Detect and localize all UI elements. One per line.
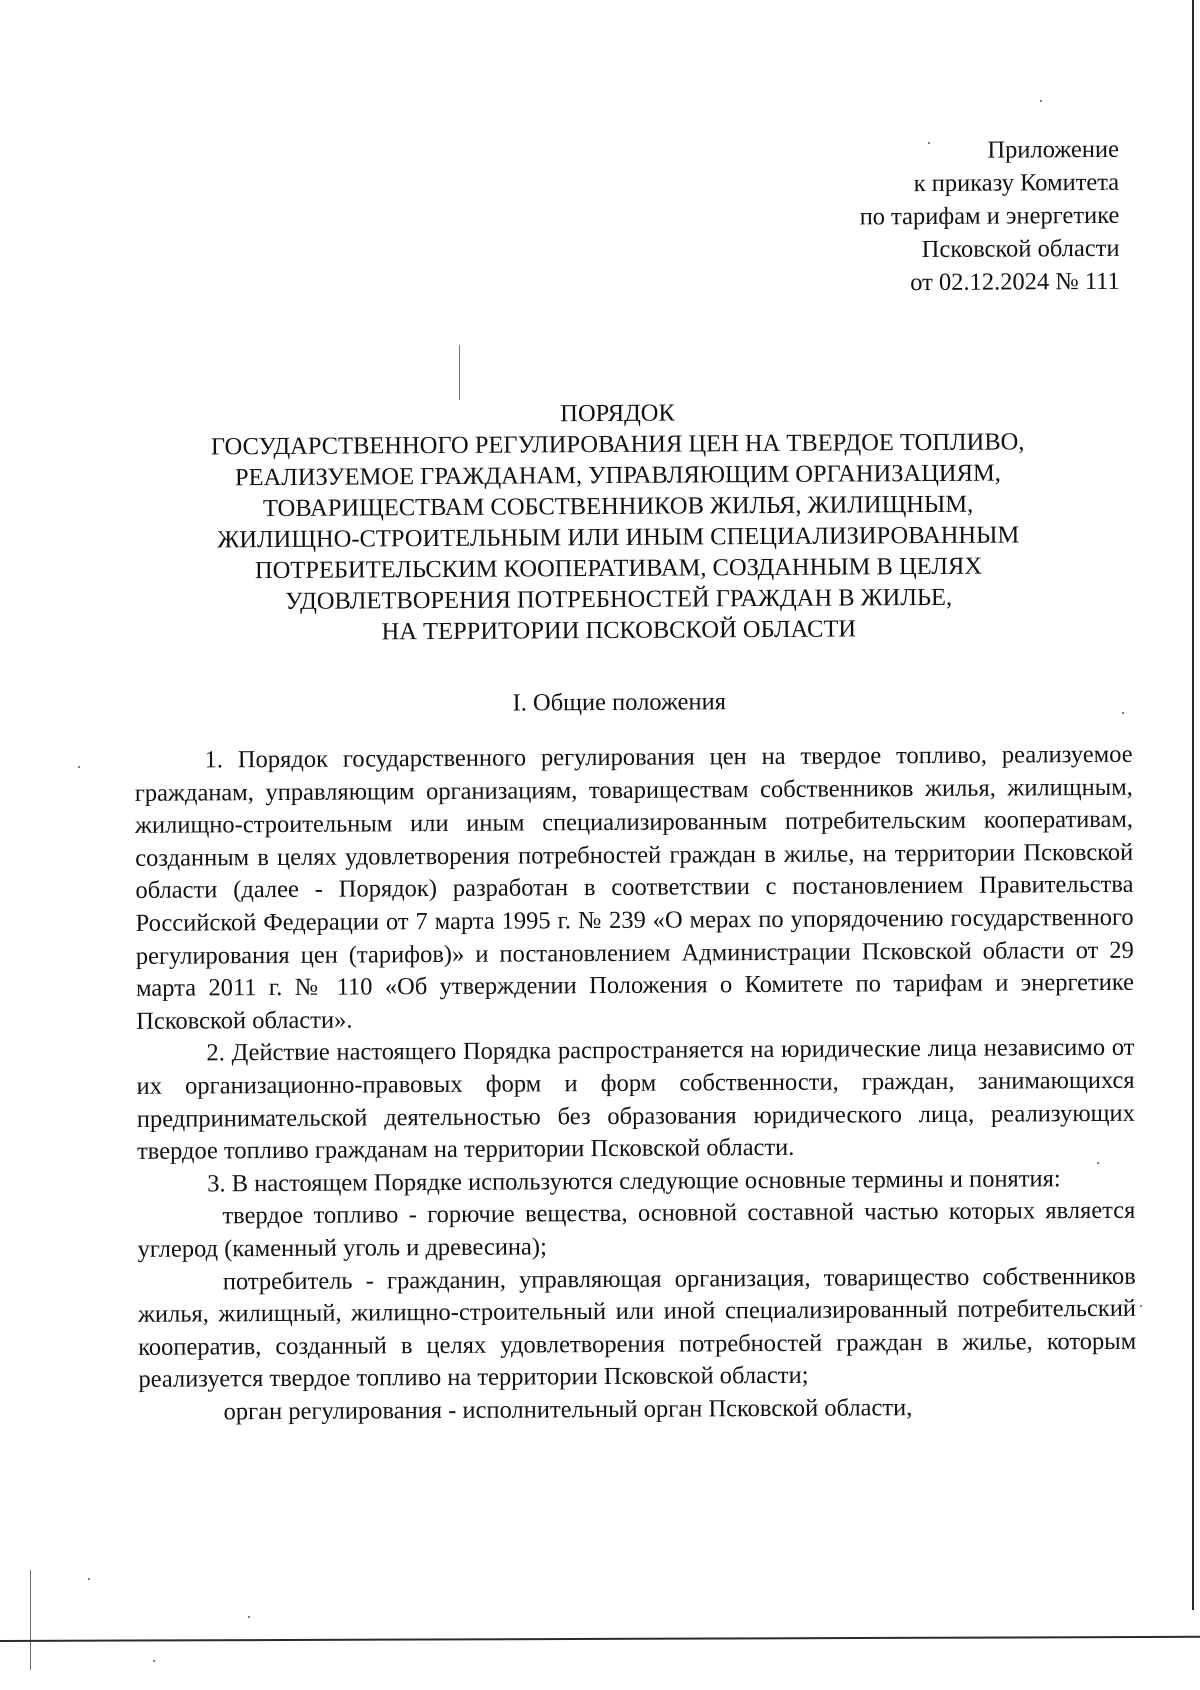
title-line: ГОСУДАРСТВЕННОГО РЕГУЛИРОВАНИЯ ЦЕН НА ТВЕРДОЕ ТОПЛИВО, bbox=[210, 428, 1025, 461]
paragraph: 1. Порядок государственного регулирования цен на твердое топливо, реализуемое гражданам, управляющим организациям, товариществам собственников жилья, жилищным, жилищно-строительным или иным специализированным потребительским кооперативам, созданным в целях удовлетворения потребностей граждан в жилье, на территории Псковской области (далее - Порядок) разработан в соответствии с постановлением Правительства Российской Федерации от 7 марта 1995 г. № 239 «О мерах по упорядочению государственного регулирования цен (тарифов)» и постановлением Администрации Псковской области от 29 марта 2011 г. № 110 «Об утверждении Положения о Комитете по тарифам и энергетике Псковской области». bbox=[134, 740, 1135, 1035]
term-definition: орган регулирования - исполнительный орган Псковской области, bbox=[223, 1393, 913, 1426]
title-heading: ПОРЯДОК bbox=[560, 399, 675, 428]
title-line: РЕАЛИЗУЕМОЕ ГРАЖДАНАМ, УПРАВЛЯЮЩИМ ОРГАНИЗАЦИЯМ, bbox=[234, 459, 1001, 492]
title-line: УДОВЛЕТВОРЕНИЯ ПОТРЕБНОСТЕЙ ГРАЖДАН В ЖИЛЬЕ, bbox=[285, 583, 953, 615]
appendix-date-number: от 02.12.2024 № 111 bbox=[910, 267, 1120, 297]
title-line: ТОВАРИЩЕСТВАМ СОБСТВЕННИКОВ ЖИЛЬЯ, ЖИЛИЩНЫМ, bbox=[262, 490, 974, 523]
term-definition: твердое топливо - горючие вещества, основной составной частью которых является углерод (каменный уголь и древесина); bbox=[137, 1197, 1136, 1263]
document-body bbox=[135, 739, 1137, 1430]
paragraph: 3. В настоящем Порядке используются следующие основные термины и понятия: bbox=[207, 1164, 1061, 1198]
title-line: ЖИЛИЩНО-СТРОИТЕЛЬНЫМ ИЛИ ИНЫМ СПЕЦИАЛИЗИРОВАННЫМ bbox=[217, 521, 1020, 554]
paragraph: 2. Действие настоящего Порядка распространяется на юридические лица независимо от их организационно-правовых форм и форм собственности, граждан, занимающихся предпринимательской деятельностью без образования юридического лица, реализующих твердое топливо гражданам на территории Псковской области. bbox=[136, 1034, 1135, 1165]
document-title bbox=[112, 395, 1123, 649]
appendix-line: по тарифам и энергетике bbox=[859, 201, 1120, 231]
appendix-block bbox=[699, 133, 1120, 301]
term-definition: потребитель - гражданин, управляющая организация, товарищество собственников жилья, жилищный, жилищно-строительный или иной специализированный потребительский кооператив, созданный в целях удовлетворения потребностей граждан в жилье, которым реализуется твердое топливо на территории Псковской области; bbox=[137, 1262, 1137, 1394]
appendix-line: Псковской области bbox=[921, 234, 1120, 264]
section-heading: I. Общие положения bbox=[512, 688, 727, 717]
title-line: НА ТЕРРИТОРИИ ПСКОВСКОЙ ОБЛАСТИ bbox=[381, 615, 857, 646]
appendix-line: к приказу Комитета bbox=[913, 168, 1120, 198]
appendix-line: Приложение bbox=[987, 135, 1120, 164]
title-line: ПОТРЕБИТЕЛЬСКИМ КООПЕРАТИВАМ, СОЗДАННЫМ В ЦЕЛЯХ bbox=[254, 552, 983, 585]
